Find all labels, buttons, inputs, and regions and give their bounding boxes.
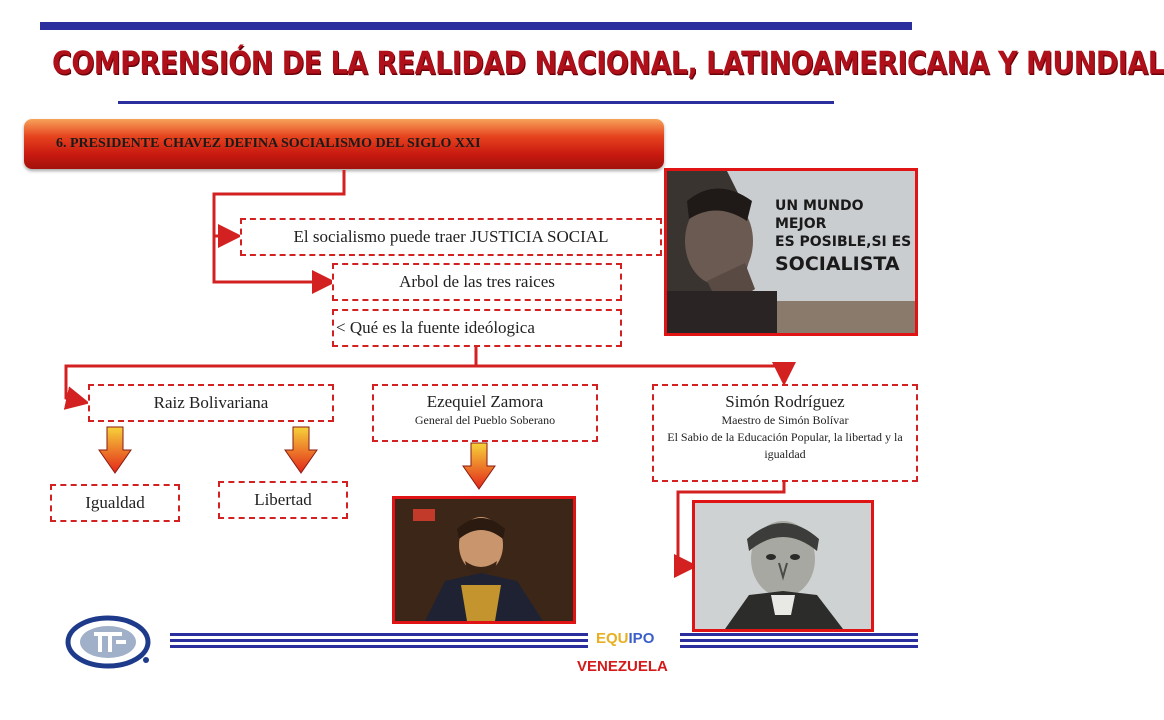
footer-bar-right (680, 633, 918, 648)
footer-equipo (596, 630, 654, 647)
rodriguez-title: Simón Rodríguez (725, 392, 845, 411)
node-simon-rodriguez (652, 384, 918, 482)
down-arrow-icon (462, 442, 496, 490)
footer-equipo-part1: EQU (596, 630, 629, 647)
node-libertad: Libertad (218, 481, 348, 519)
zamora-subtitle: General del Pueblo Soberano (414, 413, 556, 427)
down-arrow-icon (284, 426, 318, 474)
footer-bar-left (170, 633, 588, 648)
zamora-title: Ezequiel Zamora (426, 392, 544, 411)
footer-venezuela: VENEZUELA (577, 658, 668, 675)
logo-icon (64, 612, 154, 670)
mural-line-2: ES POSIBLE,SI ES (775, 234, 912, 250)
photo-ezequiel-zamora (392, 496, 576, 624)
down-arrow-icon (98, 426, 132, 474)
mural-line-3: SOCIALISTA (775, 253, 900, 275)
photo-simon-rodriguez (692, 500, 874, 632)
zamora-portrait (395, 499, 573, 621)
node-arbol-tres-raices: Arbol de las tres raices (332, 263, 622, 301)
rodriguez-portrait (695, 503, 871, 629)
header-text: 6. PRESIDENTE CHAVEZ DEFINA SOCIALISMO DEL SIGLO XXI (56, 136, 481, 151)
mural-text (775, 197, 915, 277)
photo-chavez-mural (664, 168, 918, 336)
mural-line-1: UN MUNDO MEJOR (775, 198, 864, 232)
rodriguez-subtitle-1: Maestro de Simón Bolívar (721, 413, 849, 427)
node-igualdad: Igualdad (50, 484, 180, 522)
node-fuente-ideologica: < Qué es la fuente ideólogica (332, 309, 622, 347)
node-raiz-bolivariana: Raiz Bolivariana (88, 384, 334, 422)
connector-fuente-rodriguez (476, 366, 784, 380)
footer-equipo-part2: IPO (628, 630, 655, 647)
node-justicia-social: El socialismo puede traer JUSTICIA SOCIAL (240, 218, 662, 256)
node-ezequiel-zamora (372, 384, 598, 442)
rodriguez-subtitle-2: El Sabio de la Educación Popular, la libertad y la igualdad (667, 430, 903, 461)
page-title: COMPRENSIÓN DE LA REALIDAD NACIONAL, LATINOAMERICANA Y MUNDIAL (52, 46, 1164, 82)
